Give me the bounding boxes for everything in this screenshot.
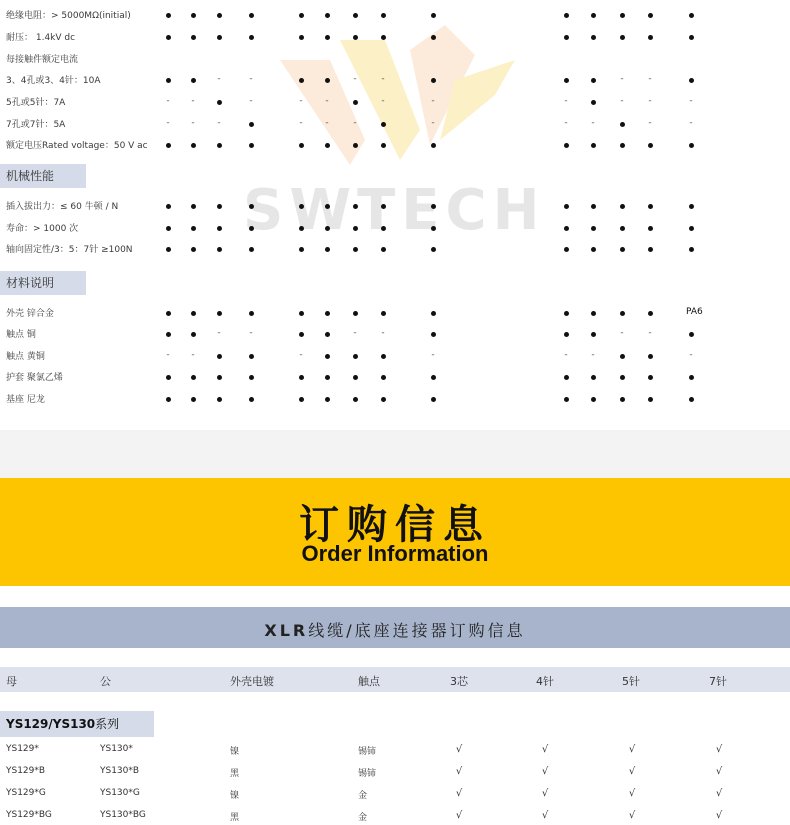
- bullet-dot-icon: [322, 200, 332, 211]
- bullet-dot-icon: [322, 9, 332, 20]
- bullet-dot-icon: [561, 31, 571, 42]
- bullet-dot-icon: [322, 393, 332, 404]
- checkmark-icon: √: [715, 810, 723, 821]
- checkmark-icon: √: [455, 744, 463, 755]
- bullet-dot-icon: [588, 139, 598, 150]
- bullet-dot-icon: [246, 307, 256, 318]
- dash-mark: -: [217, 118, 221, 128]
- bullet-dot-icon: [378, 9, 388, 20]
- order-title-en: Order Information: [301, 541, 489, 566]
- cell-male: YS130*: [100, 744, 133, 754]
- cell-contact: 金: [358, 813, 368, 823]
- brand-watermark-text: SWTECH: [243, 178, 546, 243]
- col-plating: 外壳电镀: [230, 675, 274, 688]
- bullet-dot-icon: [296, 371, 306, 382]
- bullet-dot-icon: [378, 139, 388, 150]
- bullet-dot-icon: [378, 371, 388, 382]
- dash-mark: -: [299, 350, 303, 360]
- bullet-dot-icon: [350, 350, 360, 361]
- dash-mark: -: [648, 74, 652, 84]
- bullet-dot-icon: [561, 393, 571, 404]
- order-title-cn: 订购信息: [299, 502, 491, 548]
- spec-row-label: 轴向固定性/3：5：7针 ≥100N: [6, 245, 133, 255]
- checkmark-icon: √: [628, 788, 636, 799]
- bullet-dot-icon: [645, 307, 655, 318]
- bullet-dot-icon: [378, 307, 388, 318]
- bullet-dot-icon: [617, 307, 627, 318]
- cell-contact: 锡铈: [358, 769, 377, 779]
- cell-plating: 黑: [230, 769, 240, 779]
- bullet-dot-icon: [561, 243, 571, 254]
- spec-row-label: 触点 铜: [6, 330, 36, 340]
- bullet-dot-icon: [246, 350, 256, 361]
- checkmark-icon: √: [715, 788, 723, 799]
- bullet-dot-icon: [561, 371, 571, 382]
- bullet-dot-icon: [588, 200, 598, 211]
- dash-mark: -: [381, 328, 385, 338]
- bullet-dot-icon: [188, 243, 198, 254]
- bullet-dot-icon: [350, 243, 360, 254]
- bullet-dot-icon: [246, 243, 256, 254]
- dash-mark: -: [689, 96, 693, 106]
- bullet-dot-icon: [188, 31, 198, 42]
- bullet-dot-icon: [588, 371, 598, 382]
- dash-mark: -: [431, 96, 435, 106]
- col-contact: 触点: [358, 675, 380, 688]
- dash-mark: -: [564, 96, 568, 106]
- bullet-dot-icon: [428, 74, 438, 85]
- bullet-dot-icon: [588, 393, 598, 404]
- bullet-dot-icon: [214, 371, 224, 382]
- spec-row-label: 外壳 锌合金: [6, 309, 54, 319]
- bullet-dot-icon: [350, 96, 360, 107]
- dash-mark: -: [249, 328, 253, 338]
- bullet-dot-icon: [686, 9, 696, 20]
- bullet-dot-icon: [350, 139, 360, 150]
- dash-mark: -: [620, 328, 624, 338]
- checkmark-icon: √: [541, 766, 549, 777]
- bullet-dot-icon: [296, 328, 306, 339]
- series-label: [0, 711, 154, 737]
- spec-row-label: 每接触件额定电流: [6, 55, 79, 65]
- bullet-dot-icon: [296, 31, 306, 42]
- dash-mark: -: [689, 350, 693, 360]
- bullet-dot-icon: [686, 371, 696, 382]
- bullet-dot-icon: [645, 200, 655, 211]
- bullet-dot-icon: [163, 393, 173, 404]
- bullet-dot-icon: [617, 350, 627, 361]
- col-7pin: 7针: [709, 675, 727, 688]
- dash-mark: -: [353, 118, 357, 128]
- bullet-dot-icon: [350, 393, 360, 404]
- col-female: 母: [6, 675, 17, 688]
- bullet-dot-icon: [322, 31, 332, 42]
- bullet-dot-icon: [645, 9, 655, 20]
- bullet-dot-icon: [378, 350, 388, 361]
- dash-mark: -: [325, 96, 329, 106]
- dash-mark: -: [591, 350, 595, 360]
- checkmark-icon: √: [541, 744, 549, 755]
- spec-row-label: 5孔或5针：7A: [6, 98, 66, 108]
- checkmark-icon: √: [628, 810, 636, 821]
- bullet-dot-icon: [428, 9, 438, 20]
- bullet-dot-icon: [214, 393, 224, 404]
- bullet-dot-icon: [350, 222, 360, 233]
- bullet-dot-icon: [428, 243, 438, 254]
- bullet-dot-icon: [246, 371, 256, 382]
- col-4pin: 4针: [536, 675, 554, 688]
- checkmark-icon: √: [541, 788, 549, 799]
- dash-mark: -: [381, 74, 385, 84]
- cell-plating: 镍: [230, 791, 240, 801]
- bullet-dot-icon: [163, 9, 173, 20]
- bullet-dot-icon: [428, 222, 438, 233]
- spec-text-mark: PA6: [686, 307, 703, 317]
- bullet-dot-icon: [214, 307, 224, 318]
- bullet-dot-icon: [428, 328, 438, 339]
- dash-mark: -: [620, 74, 624, 84]
- bullet-dot-icon: [246, 139, 256, 150]
- bullet-dot-icon: [163, 222, 173, 233]
- bullet-dot-icon: [163, 328, 173, 339]
- bullet-dot-icon: [322, 243, 332, 254]
- bullet-dot-icon: [588, 328, 598, 339]
- bullet-dot-icon: [296, 9, 306, 20]
- bullet-dot-icon: [561, 74, 571, 85]
- spec-row-label: 插入拔出力：≤ 60 牛顿 / N: [6, 202, 119, 212]
- bullet-dot-icon: [561, 307, 571, 318]
- bullet-dot-icon: [645, 31, 655, 42]
- bullet-dot-icon: [214, 243, 224, 254]
- checkmark-icon: √: [715, 766, 723, 777]
- cell-female: YS129*: [6, 744, 39, 754]
- cell-male: YS130*B: [100, 766, 140, 776]
- bullet-dot-icon: [322, 222, 332, 233]
- xlr-title: [0, 618, 790, 641]
- bullet-dot-icon: [214, 200, 224, 211]
- bullet-dot-icon: [645, 222, 655, 233]
- spec-row-label: 护套 聚氯乙烯: [6, 373, 63, 383]
- bullet-dot-icon: [188, 9, 198, 20]
- bullet-dot-icon: [645, 350, 655, 361]
- bullet-dot-icon: [214, 31, 224, 42]
- xlr-prefix: XLR: [264, 621, 309, 640]
- spec-row-label: 触点 黄铜: [6, 352, 45, 362]
- dash-mark: -: [648, 328, 652, 338]
- xlr-title-text: 线缆/底座连接器订购信息: [308, 621, 526, 640]
- dash-mark: -: [564, 118, 568, 128]
- bullet-dot-icon: [296, 222, 306, 233]
- bullet-dot-icon: [296, 74, 306, 85]
- cell-plating: 黑: [230, 813, 240, 823]
- bullet-dot-icon: [617, 31, 627, 42]
- dash-mark: -: [166, 118, 170, 128]
- bullet-dot-icon: [686, 222, 696, 233]
- bullet-dot-icon: [246, 200, 256, 211]
- dash-mark: -: [166, 96, 170, 106]
- spec-row-label: 3、4孔或3、4针：10A: [6, 76, 101, 86]
- bullet-dot-icon: [163, 74, 173, 85]
- bullet-dot-icon: [350, 307, 360, 318]
- bullet-dot-icon: [588, 222, 598, 233]
- bullet-dot-icon: [686, 243, 696, 254]
- series-suffix: 系列: [95, 717, 120, 731]
- dash-mark: -: [648, 96, 652, 106]
- dash-mark: -: [591, 118, 595, 128]
- bullet-dot-icon: [645, 139, 655, 150]
- section-material: 材料说明: [0, 271, 86, 295]
- checkmark-icon: √: [455, 766, 463, 777]
- checkmark-icon: √: [628, 766, 636, 777]
- dash-mark: -: [166, 350, 170, 360]
- spec-row-label: 基座 尼龙: [6, 395, 45, 405]
- bullet-dot-icon: [322, 350, 332, 361]
- bullet-dot-icon: [588, 96, 598, 107]
- bullet-dot-icon: [214, 9, 224, 20]
- bullet-dot-icon: [378, 118, 388, 129]
- bullet-dot-icon: [246, 9, 256, 20]
- dash-mark: -: [217, 74, 221, 84]
- cell-plating: 镍: [230, 747, 240, 757]
- checkmark-icon: √: [628, 744, 636, 755]
- spec-row-label: 寿命：> 1000 次: [6, 224, 79, 234]
- col-male: 公: [100, 675, 111, 688]
- checkmark-icon: √: [455, 810, 463, 821]
- bullet-dot-icon: [428, 200, 438, 211]
- bullet-dot-icon: [322, 74, 332, 85]
- bullet-dot-icon: [350, 31, 360, 42]
- bullet-dot-icon: [378, 31, 388, 42]
- bullet-dot-icon: [588, 243, 598, 254]
- bullet-dot-icon: [588, 74, 598, 85]
- dash-mark: -: [217, 328, 221, 338]
- dash-mark: -: [249, 96, 253, 106]
- brand-logo-watermark: [270, 20, 520, 170]
- bullet-dot-icon: [214, 222, 224, 233]
- bullet-dot-icon: [617, 393, 627, 404]
- bullet-dot-icon: [163, 307, 173, 318]
- bullet-dot-icon: [428, 393, 438, 404]
- dash-mark: -: [620, 96, 624, 106]
- bullet-dot-icon: [686, 328, 696, 339]
- bullet-dot-icon: [561, 9, 571, 20]
- bullet-dot-icon: [322, 371, 332, 382]
- dash-mark: -: [191, 96, 195, 106]
- cell-male: YS130*G: [100, 788, 140, 798]
- bullet-dot-icon: [163, 31, 173, 42]
- bullet-dot-icon: [188, 371, 198, 382]
- bullet-dot-icon: [428, 371, 438, 382]
- col-5pin: 5针: [622, 675, 640, 688]
- bullet-dot-icon: [378, 200, 388, 211]
- bullet-dot-icon: [428, 139, 438, 150]
- bullet-dot-icon: [561, 139, 571, 150]
- bullet-dot-icon: [686, 393, 696, 404]
- bullet-dot-icon: [686, 139, 696, 150]
- dash-mark: -: [325, 118, 329, 128]
- dash-mark: -: [564, 350, 568, 360]
- bullet-dot-icon: [378, 222, 388, 233]
- bullet-dot-icon: [188, 139, 198, 150]
- spec-row-label: 绝缘电阻：> 5000MΩ(initial): [6, 11, 131, 21]
- bullet-dot-icon: [686, 31, 696, 42]
- checkmark-icon: √: [715, 744, 723, 755]
- cell-contact: 金: [358, 791, 368, 801]
- bullet-dot-icon: [296, 139, 306, 150]
- bullet-dot-icon: [214, 96, 224, 107]
- dash-mark: -: [191, 350, 195, 360]
- bullet-dot-icon: [686, 74, 696, 85]
- bullet-dot-icon: [617, 118, 627, 129]
- bullet-dot-icon: [350, 371, 360, 382]
- bullet-dot-icon: [163, 371, 173, 382]
- bullet-dot-icon: [428, 307, 438, 318]
- bullet-dot-icon: [378, 243, 388, 254]
- spec-row-label: 耐压： 1.4kV dc: [6, 33, 76, 43]
- bullet-dot-icon: [428, 31, 438, 42]
- bullet-dot-icon: [617, 139, 627, 150]
- bullet-dot-icon: [588, 31, 598, 42]
- bullet-dot-icon: [163, 200, 173, 211]
- bullet-dot-icon: [188, 74, 198, 85]
- bullet-dot-icon: [617, 222, 627, 233]
- bullet-dot-icon: [617, 243, 627, 254]
- bullet-dot-icon: [561, 328, 571, 339]
- bullet-dot-icon: [246, 31, 256, 42]
- spec-row-label: 额定电压Rated voltage：50 V ac: [6, 141, 148, 151]
- bullet-dot-icon: [561, 200, 571, 211]
- bullet-dot-icon: [163, 139, 173, 150]
- bullet-dot-icon: [188, 328, 198, 339]
- series-name: YS129/YS130: [6, 717, 96, 731]
- dash-mark: -: [299, 118, 303, 128]
- bullet-dot-icon: [645, 393, 655, 404]
- bullet-dot-icon: [686, 200, 696, 211]
- bullet-dot-icon: [214, 350, 224, 361]
- bullet-dot-icon: [188, 200, 198, 211]
- dash-mark: -: [191, 118, 195, 128]
- cell-female: YS129*B: [6, 766, 46, 776]
- bullet-dot-icon: [350, 9, 360, 20]
- bullet-dot-icon: [588, 307, 598, 318]
- bullet-dot-icon: [246, 222, 256, 233]
- bullet-dot-icon: [188, 393, 198, 404]
- bullet-dot-icon: [188, 222, 198, 233]
- bullet-dot-icon: [188, 307, 198, 318]
- bullet-dot-icon: [296, 393, 306, 404]
- cell-contact: 锡铈: [358, 747, 377, 757]
- col-3core: 3芯: [450, 675, 468, 688]
- spec-row-label: 7孔或7针：5A: [6, 120, 66, 130]
- cell-male: YS130*BG: [100, 810, 146, 820]
- dash-mark: -: [381, 96, 385, 106]
- dash-mark: -: [431, 350, 435, 360]
- checkmark-icon: √: [541, 810, 549, 821]
- section-divider: [0, 430, 790, 478]
- bullet-dot-icon: [214, 139, 224, 150]
- bullet-dot-icon: [561, 222, 571, 233]
- dash-mark: -: [689, 118, 693, 128]
- dash-mark: -: [353, 328, 357, 338]
- bullet-dot-icon: [617, 9, 627, 20]
- bullet-dot-icon: [588, 9, 598, 20]
- bullet-dot-icon: [378, 393, 388, 404]
- bullet-dot-icon: [322, 328, 332, 339]
- cell-female: YS129*BG: [6, 810, 52, 820]
- bullet-dot-icon: [322, 139, 332, 150]
- section-mechanical: 机械性能: [0, 164, 86, 188]
- bullet-dot-icon: [296, 307, 306, 318]
- bullet-dot-icon: [350, 200, 360, 211]
- bullet-dot-icon: [296, 243, 306, 254]
- cell-female: YS129*G: [6, 788, 46, 798]
- bullet-dot-icon: [246, 393, 256, 404]
- bullet-dot-icon: [322, 307, 332, 318]
- bullet-dot-icon: [617, 371, 627, 382]
- dash-mark: -: [299, 96, 303, 106]
- bullet-dot-icon: [296, 200, 306, 211]
- bullet-dot-icon: [645, 243, 655, 254]
- dash-mark: -: [353, 74, 357, 84]
- checkmark-icon: √: [455, 788, 463, 799]
- bullet-dot-icon: [617, 200, 627, 211]
- bullet-dot-icon: [246, 118, 256, 129]
- dash-mark: -: [249, 74, 253, 84]
- dash-mark: -: [648, 118, 652, 128]
- dash-mark: -: [431, 118, 435, 128]
- bullet-dot-icon: [645, 371, 655, 382]
- order-column-header: [0, 667, 790, 692]
- bullet-dot-icon: [163, 243, 173, 254]
